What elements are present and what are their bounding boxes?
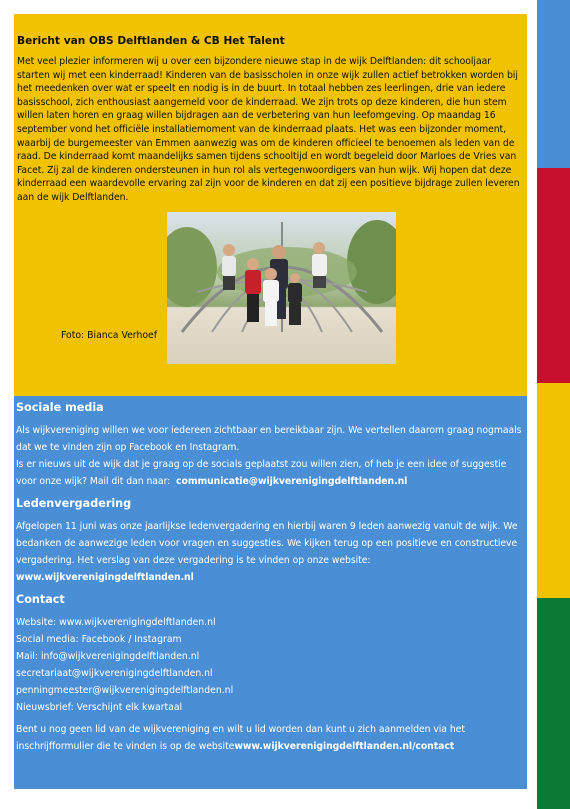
playground-illustration [167, 212, 396, 364]
social-media-mail-text [16, 456, 524, 490]
contact-website[interactable]: Website: www.wijkverenigingdelftlanden.nl [16, 617, 216, 628]
social-media-block [16, 401, 524, 490]
contact-heading: Contact [16, 593, 65, 606]
contact-mail-info[interactable]: Mail: info@wijkverenigingdelftlanden.nl [16, 651, 200, 662]
social-media-request: Is er nieuws uit de wijk dat je graag op de socials geplaatst zou willen zien, of heb je een idee of suggestie voor onze wijk? Mail dit dan naar: [16, 459, 507, 487]
color-strip-green [537, 598, 570, 809]
meeting-text: Afgelopen 11 juni was onze jaarlijkse ledenvergadering en hierbij waren 9 leden aanwezig vanuit de wijk. We bedanken de aanwezige leden voor vragen en suggesties. We kijken terug op een positieve en constructieve vergadering. Het verslag van deze vergadering is te vinden op onze website: [16, 521, 518, 566]
article-section [14, 14, 527, 396]
social-media-text: Als wijkvereniging willen we voor iedereen zichtbaar en bereikbaar zijn. We vertellen daarom graag nogmaals dat we te vinden zijn op Facebook en Instagram. [16, 425, 522, 453]
join-link[interactable]: www.wijkverenigingdelftlanden.nl/contact [234, 741, 455, 752]
article-body: Met veel plezier informeren wij u over een bijzondere nieuwe stap in de wijk Delftlanden: dit schooljaar starten wij met een kinderraad! Kinderen van de basisscholen in onze wijk zullen actief betrokken worden bij het meedenken over wat er speelt en nodig is in de buurt. In totaal hebben zes leerlingen, drie van iedere basisschool, zich enthousiast aangemeld voor de kinderraad. We zijn trots op deze kinderen, die hun stem willen laten horen en graag willen bijdragen aan de verbetering van hun leefomgeving. Op maandag 16 september vond het officiële installatiemoment van de kinderraad plaats. Het was een bijzonder moment, waarbij de burgemeester van Emmen aanwezig was om de kinderen officieel te benoemen als leden van de raad. De kinderraad komt maandelijks samen tijdens schooltijd en wordt begeleid door Marloes de Vries van Facet. Zij zal de kinderen ondersteunen in hun rol als vertegenwoordigers van hun wijk. Wij hopen dat deze kinderraad een waardevolle ervaring zal zijn voor de kinderen en dat zij een positieve bijdrage zullen leveren aan de wijk Delftlanden. [17, 56, 520, 203]
meeting-link-line [16, 569, 524, 586]
color-strip-blue [537, 0, 570, 168]
website-link[interactable]: www.wijkverenigingdelftlanden.nl [16, 572, 194, 583]
social-media-heading: Sociale media [16, 401, 104, 414]
join-text [16, 721, 524, 755]
color-strip-red [537, 168, 570, 383]
meeting-heading: Ledenvergadering [16, 497, 132, 510]
contact-mail-penningmeester[interactable]: penningmeester@wijkverenigingdelftlanden.nl [16, 685, 234, 696]
contact-mail-secretariaat[interactable]: secretariaat@wijkverenigingdelftlanden.nl [16, 668, 213, 679]
article-title: Bericht van OBS Delftlanden & CB Het Talent [17, 35, 285, 47]
communication-email-link[interactable]: communicatie@wijkverenigingdelftlanden.nl [176, 476, 408, 487]
meeting-block [16, 497, 524, 586]
contact-social: Social media: Facebook / Instagram [16, 634, 182, 645]
color-strip-yellow [537, 383, 570, 598]
info-section [14, 396, 527, 789]
photo-caption: Foto: Bianca Verhoef [61, 329, 158, 341]
join-description: Bent u nog geen lid van de wijkvereniging en wilt u lid worden dan kunt u zich aanmelden via het inschrijfformulier die te vinden is op de website [16, 724, 465, 752]
children-council-photo [167, 212, 396, 364]
contact-block [16, 593, 524, 755]
contact-newsletter: Nieuwsbrief: Verschijnt elk kwartaal [16, 702, 183, 713]
photo-row [17, 212, 524, 372]
